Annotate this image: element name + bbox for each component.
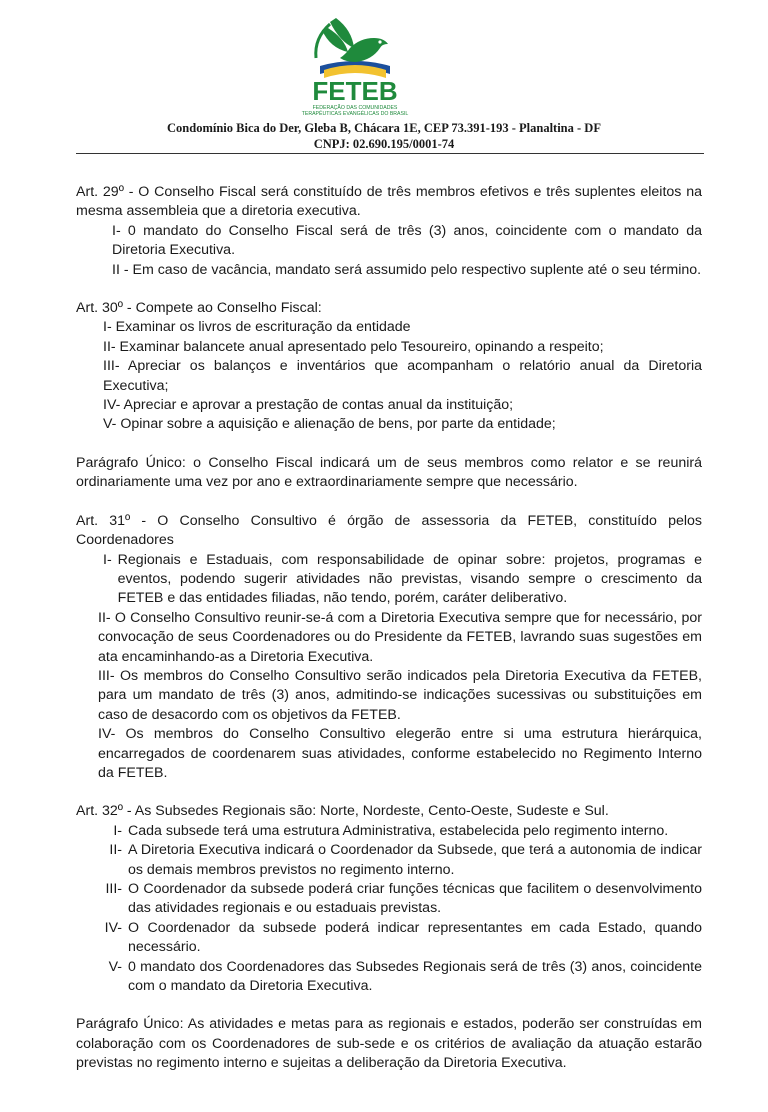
- logo-wordmark: FETEB: [312, 76, 398, 106]
- art32-heading: Art. 32º - As Subsedes Regionais são: Norte, Nordeste, Cento-Oeste, Sudeste e Sul.: [76, 803, 609, 820]
- feteb-logo: [300, 8, 410, 118]
- logo-subtitle-1: FEDERAÇÃO DAS COMUNIDADES: [312, 105, 398, 111]
- art32-list: [76, 822, 702, 997]
- art30-item-2: II- Examinar balancete anual apresentado pelo Tesoureiro, opinando a respeito;: [103, 338, 604, 355]
- art29-item-2: II - Em caso de vacância, mandato será assumido pelo respectivo suplente até o seu término.: [112, 261, 702, 278]
- header-cnpj: CNPJ: 02.690.195/0001-74: [313, 137, 455, 151]
- art31-item-1-text: Regionais e Estaduais, com responsabilidade de opinar sobre: projetos, programas e eventos, podendo sugerir atividades não previstas, visando sempre o crescimento da FETEB e das entidades filiadas, não tendo, porém, caráter deliberativo.: [117, 551, 702, 607]
- art31-item-3: III- Os membros do Conselho Consultivo serão indicados pela Diretoria Executiva da FETEB, para um mandato de três (3) anos, admitindo-se indicações sucessivas ou substituições em caso de desacordo com os objetivos da FETEB.: [98, 667, 702, 723]
- art31-item-4: IV- Os membros do Conselho Consultivo elegerão entre si uma estrutura hierárquica, encarregados de coordenarem suas atividades, conforme estabelecido no Regimento Interno da FETEB.: [98, 726, 702, 781]
- header-divider: [76, 153, 704, 154]
- art30-item-1: I- Examinar os livros de escrituração da entidade: [103, 319, 411, 336]
- art31-heading: Art. 31º - O Conselho Consultivo é órgão de assessoria da FETEB, constituído pelos Coordenadores: [76, 512, 702, 549]
- art30-item-4: IV- Apreciar e aprovar a prestação de contas anual da instituição;: [103, 397, 514, 414]
- art32-item-2: II- A Diretoria Executiva indicará o Coordenador da Subsede, que terá a autonomia de indicar os demais membros previstos no regimento interno.: [109, 842, 702, 878]
- art32-item-3: III- O Coordenador da subsede poderá criar funções técnicas que facilitem o desenvolvimento das atividades regionais e ou estaduais previstas.: [105, 881, 702, 917]
- logo-subtitle-2: TERAPÊUTICAS EVANGÉLICAS DO BRASIL: [301, 111, 409, 117]
- art30-paragraph: Parágrafo Único: o Conselho Fiscal indicará um de seus membros como relator e se reunirá ordinariamente uma vez por ano e extraordinariamente sempre que necessário.: [76, 454, 702, 491]
- art30-item-3: III- Apreciar os balanços e inventários que acompanham o relatório anual da Diretoria Executiva;: [103, 358, 702, 394]
- dove-logo-icon: [300, 8, 410, 118]
- art32-item-4: IV- O Coordenador da subsede poderá indicar representantes em cada Estado, quando necessário.: [104, 919, 702, 956]
- art32-item-1: I- Cada subsede terá uma estrutura Administrativa, estabelecida pelo regimento interno.: [113, 822, 669, 839]
- art31-item-1-number: I-: [103, 551, 112, 568]
- art31-item-1: [76, 551, 702, 609]
- header-address: Condomínio Bica do Der, Gleba B, Chácara 1E, CEP 73.391-193 - Planaltina - DF: [167, 121, 601, 135]
- art29-item-1: I- 0 mandato do Conselho Fiscal será de três (3) anos, coincidente com o mandato da Diretoria Executiva.: [112, 222, 702, 259]
- art31-item-2: II- O Conselho Consultivo reunir-se-á com a Diretoria Executiva sempre que for necessário, por convocação de seus Coordenadores ou do Presidente da FETEB, lavrando suas sugestões em ata encaminhando-as a Diretoria Executiva.: [98, 609, 702, 665]
- art30-heading: Art. 30º - Compete ao Conselho Fiscal:: [76, 300, 322, 317]
- art32-paragraph: Parágrafo Único: As atividades e metas para as regionais e estados, poderão ser construídas em colaboração com os Coordenadores de sub-sede e os critérios de avaliação da atuação estarão previstas no regimento interno e sujeitas a deliberação da Diretoria Executiva.: [76, 1016, 702, 1072]
- art30-item-5: V- Opinar sobre a aquisição e alienação de bens, por parte da entidade;: [103, 416, 556, 433]
- art29-heading: Art. 29º - O Conselho Fiscal será constituído de três membros efetivos e três suplentes eleitos na mesma assembleia que a diretoria executiva.: [76, 184, 702, 220]
- document-body: [76, 183, 702, 1074]
- art32-item-5: V- 0 mandato dos Coordenadores das Subsedes Regionais será de três (3) anos, coincidente com o mandato da Diretoria Executiva.: [108, 958, 702, 995]
